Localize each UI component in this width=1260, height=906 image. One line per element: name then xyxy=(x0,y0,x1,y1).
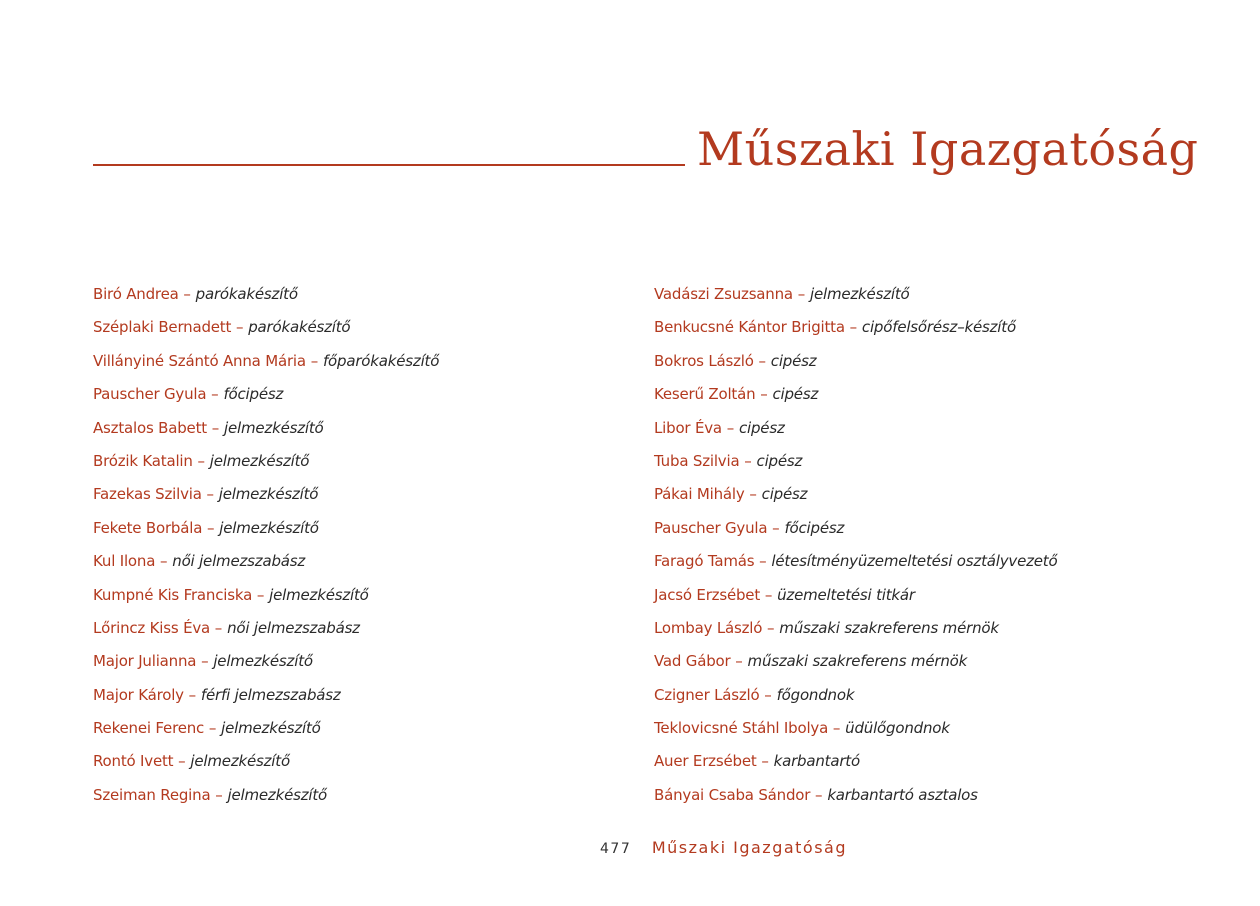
staff-role: műszaki szakreferens mérnök xyxy=(747,652,968,671)
staff-role: jelmezkészítő xyxy=(190,752,290,771)
entry-separator: – xyxy=(211,385,219,404)
staff-name: Auer Erzsébet xyxy=(654,752,757,771)
staff-name: Kumpné Kis Franciska xyxy=(93,585,253,604)
entry-separator: – xyxy=(256,585,265,604)
entry-separator: – xyxy=(759,552,767,571)
staff-entry xyxy=(654,380,1057,413)
page-number: 477 xyxy=(600,841,632,857)
entry-separator: – xyxy=(726,418,735,437)
staff-role: jelmezkészítő xyxy=(269,585,369,604)
entry-separator: – xyxy=(761,752,769,771)
page-title: Műszaki Igazgatóság xyxy=(697,122,1199,176)
staff-name: Faragó Tamás xyxy=(654,552,755,571)
staff-entry xyxy=(93,647,439,680)
entry-separator: – xyxy=(159,552,168,571)
staff-role: parókakészítő xyxy=(195,285,298,303)
staff-entry xyxy=(654,313,1057,346)
staff-role: parókakészítő xyxy=(248,318,351,337)
staff-name: Fazekas Szilvia xyxy=(93,485,202,504)
staff-name: Libor Éva xyxy=(654,418,722,437)
staff-role: női jelmezszabász xyxy=(172,552,306,571)
entry-separator: – xyxy=(772,518,780,537)
staff-name: Fekete Borbála xyxy=(93,518,203,537)
staff-role: jelmezkészítő xyxy=(224,418,324,437)
staff-entry xyxy=(93,414,439,447)
staff-role: jelmezkészítő xyxy=(209,451,310,470)
staff-entry xyxy=(93,313,439,346)
staff-entry xyxy=(93,347,439,380)
staff-entry xyxy=(654,447,1057,480)
staff-name: Lombay László xyxy=(654,618,763,637)
staff-name: Vadászi Zsuzsanna xyxy=(654,285,793,303)
staff-role: cipész xyxy=(761,485,808,504)
staff-role: cipész xyxy=(772,385,819,404)
staff-entry xyxy=(654,747,1057,780)
staff-name: Major Károly xyxy=(93,685,184,704)
staff-role: főparókakészítő xyxy=(322,351,440,370)
staff-name: Széplaki Bernadett xyxy=(93,318,232,337)
entry-separator: – xyxy=(201,652,209,671)
staff-entry xyxy=(93,480,439,513)
entry-separator: – xyxy=(735,652,743,671)
staff-role: főcipész xyxy=(223,385,284,404)
staff-entry xyxy=(654,514,1057,547)
staff-role: karbantartó asztalos xyxy=(827,785,978,804)
staff-entry xyxy=(654,347,1057,380)
staff-entry xyxy=(654,714,1057,747)
staff-entry xyxy=(93,581,439,614)
staff-name: Rekenei Ferenc xyxy=(93,719,205,738)
entry-separator: – xyxy=(767,618,775,637)
staff-entry xyxy=(93,747,439,780)
staff-name: Asztalos Babett xyxy=(93,418,207,437)
staff-entry xyxy=(93,280,439,313)
staff-role: jelmezkészítő xyxy=(809,285,910,303)
staff-entry xyxy=(654,614,1057,647)
staff-entry xyxy=(654,480,1057,513)
page-footer xyxy=(600,834,847,863)
staff-role: cipőfelsőrész–készítő xyxy=(861,318,1016,337)
header-rule xyxy=(93,164,685,166)
staff-name: Pákai Mihály xyxy=(654,485,745,504)
staff-list-left xyxy=(93,280,439,814)
staff-entry xyxy=(93,547,439,580)
staff-entry xyxy=(654,414,1057,447)
staff-entry xyxy=(93,380,439,413)
entry-separator: – xyxy=(178,752,186,771)
entry-separator: – xyxy=(744,451,752,470)
staff-name: Bokros László xyxy=(654,351,754,370)
staff-role: cipész xyxy=(770,351,817,370)
staff-role: cipész xyxy=(738,418,785,437)
staff-name: Brózik Katalin xyxy=(93,451,193,470)
staff-name: Rontó Ivett xyxy=(93,752,174,771)
staff-entry xyxy=(654,581,1057,614)
entry-separator: – xyxy=(797,285,806,303)
staff-role: jelmezkészítő xyxy=(227,785,328,804)
entry-separator: – xyxy=(849,318,858,337)
staff-name: Villányiné Szántó Anna Mária xyxy=(93,351,306,370)
staff-entry xyxy=(93,514,439,547)
entry-separator: – xyxy=(764,585,773,604)
staff-role: műszaki szakreferens mérnök xyxy=(779,618,999,637)
staff-name: Pauscher Gyula xyxy=(654,518,768,537)
entry-separator: – xyxy=(749,485,757,504)
entry-separator: – xyxy=(832,719,841,738)
staff-role: létesítményüzemeltetési osztályvezető xyxy=(771,552,1058,571)
staff-list-right xyxy=(654,280,1057,814)
staff-entry xyxy=(654,280,1057,313)
staff-name: Pauscher Gyula xyxy=(93,385,207,404)
staff-role: üdülőgondnok xyxy=(845,719,950,738)
staff-role: férfi jelmezszabász xyxy=(200,685,341,704)
staff-name: Kul Ilona xyxy=(93,552,156,571)
staff-entry xyxy=(93,447,439,480)
entry-separator: – xyxy=(188,685,197,704)
staff-entry xyxy=(93,714,439,747)
staff-entry xyxy=(654,781,1057,814)
staff-name: Lőrincz Kiss Éva xyxy=(93,618,211,637)
entry-separator: – xyxy=(310,351,319,370)
staff-entry xyxy=(654,547,1057,580)
staff-name: Jacsó Erzsébet xyxy=(654,585,761,604)
staff-name: Teklovicsné Stáhl Ibolya xyxy=(654,719,829,738)
staff-role: karbantartó xyxy=(773,752,860,771)
staff-name: Benkucsné Kántor Brigitta xyxy=(654,318,845,337)
staff-entry xyxy=(93,681,439,714)
entry-separator: – xyxy=(211,418,220,437)
entry-separator: – xyxy=(764,685,772,704)
entry-separator: – xyxy=(183,285,191,303)
footer-title: Műszaki Igazgatóság xyxy=(651,838,848,857)
staff-name: Szeiman Regina xyxy=(93,785,211,804)
staff-entry xyxy=(654,681,1057,714)
entry-separator: – xyxy=(235,318,244,337)
entry-separator: – xyxy=(815,785,823,804)
staff-role: női jelmezszabász xyxy=(227,618,360,637)
staff-role: cipész xyxy=(756,451,803,470)
staff-role: üzemeltetési titkár xyxy=(777,585,915,604)
staff-role: jelmezkészítő xyxy=(218,485,319,504)
entry-separator: – xyxy=(760,385,768,404)
staff-role: jelmezkészítő xyxy=(221,719,321,738)
staff-role: főcipész xyxy=(784,518,845,537)
entry-separator: – xyxy=(215,785,223,804)
staff-name: Biró Andrea xyxy=(93,285,179,303)
staff-name: Vad Gábor xyxy=(654,652,731,671)
staff-name: Czigner László xyxy=(654,685,760,704)
staff-role: főgondnok xyxy=(776,685,855,704)
entry-separator: – xyxy=(206,485,214,504)
staff-name: Keserű Zoltán xyxy=(654,385,756,404)
entry-separator: – xyxy=(214,618,223,637)
entry-separator: – xyxy=(206,518,215,537)
staff-name: Tuba Szilvia xyxy=(654,451,740,470)
staff-entry xyxy=(93,781,439,814)
entry-separator: – xyxy=(758,351,767,370)
entry-separator: – xyxy=(197,451,205,470)
staff-name: Bányai Csaba Sándor xyxy=(654,785,811,804)
staff-role: jelmezkészítő xyxy=(219,518,319,537)
staff-name: Major Julianna xyxy=(93,652,197,671)
staff-entry xyxy=(93,614,439,647)
entry-separator: – xyxy=(208,719,217,738)
staff-role: jelmezkészítő xyxy=(213,652,313,671)
staff-entry xyxy=(654,647,1057,680)
